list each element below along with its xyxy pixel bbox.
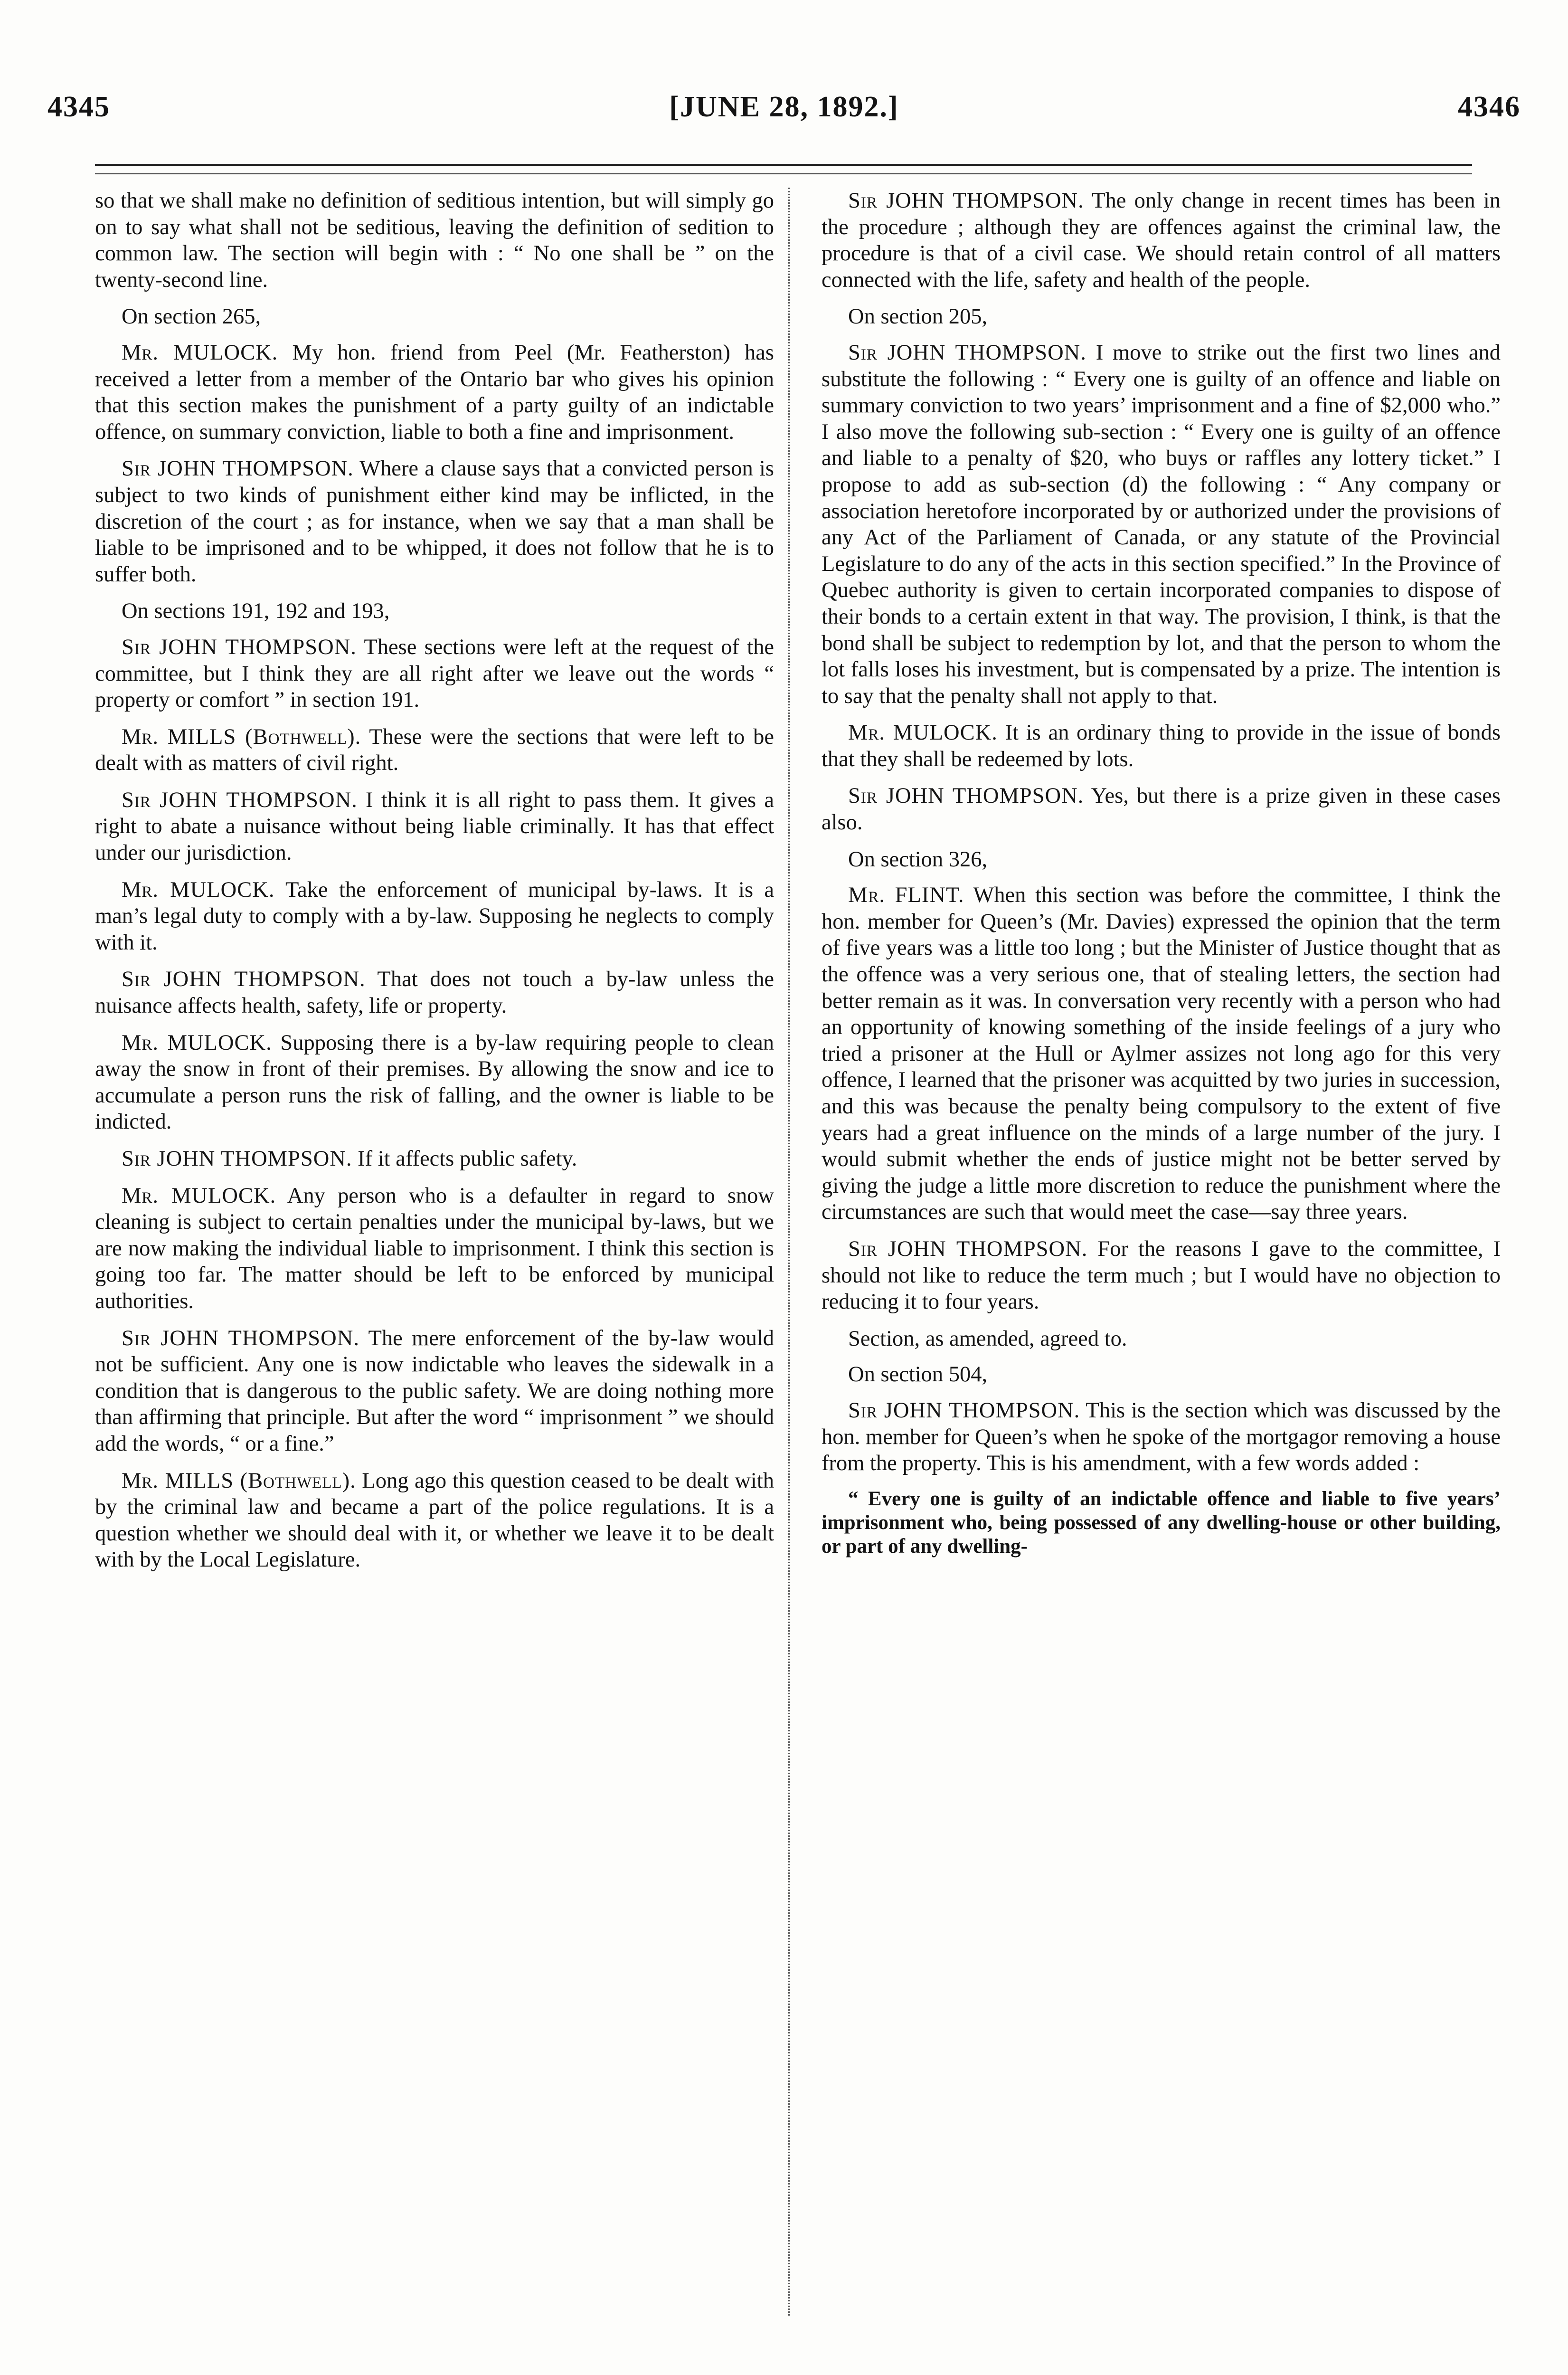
- speech-paragraph: [95, 1325, 774, 1457]
- body-paragraph: so that we shall make no definition of seditious intention, but will simply go on to say what shall not be seditious, leaving the definition of sedition to common law. The section will begin with : “ No one shall be ” on the twenty-second line.: [95, 189, 774, 292]
- speech-text: Take the enforcement of municipal by-laws. It is a man’s legal duty to comply with a by-law. Supposing he neglects to comply with it.: [95, 877, 775, 955]
- speech-paragraph: [95, 1183, 774, 1315]
- header-rule: [95, 164, 1472, 166]
- speech-paragraph: [95, 340, 774, 445]
- speech-text: Supposing there is a by-law requiring people to clean away the snow in front of their premises. By allowing the snow and ice to accumulate a person runs the risk of falling, and the owner is liable to be indicted.: [95, 1030, 774, 1134]
- speech-text: That does not touch a by-law unless the nuisance affects health, safety, life or property.: [95, 967, 774, 1018]
- speaker-name: Mr. MULOCK.: [122, 877, 275, 902]
- speech-paragraph: [95, 877, 774, 956]
- speech-text: Yes, but there is a prize given in these cases also.: [822, 784, 1501, 835]
- speech-paragraph: [822, 1397, 1501, 1477]
- speaker-name: Sir JOHN THOMPSON.: [122, 1326, 359, 1350]
- page-number-left: 4345: [47, 91, 110, 123]
- speech-paragraph: [822, 783, 1501, 836]
- speech-text: When this section was before the committee, I think the hon. member for Queen’s (Mr. Davies) expressed the opinion that the term of five years was a little too long ; but the Minister of Justice thought that as the offence was a very serious one, that of stealing letters, the section had better remain as it was. In conversation very recently with a person who had an opportunity of knowing something of the inside feelings of a jury who tried a prisoner at the Hull or Aylmer assizes not long ago for this very offence, I learned that the prisoner was acquitted by two juries in succession, and this was because the penalty being compulsory to the extent of five years had a great influence on the minds of a large number of the jury. I would submit whether the ends of justice might not be better served by giving the judge a little more discretion to reduce the punishment where the circumstances are such that would meet the case—say three years.: [822, 883, 1501, 1225]
- speech-paragraph: [95, 966, 774, 1019]
- speaker-name: Sir JOHN THOMPSON.: [122, 967, 366, 992]
- speech-text: Any person who is a defaulter in regard to snow cleaning is subject to certain penalties under the municipal by-laws, but we are now making the individual liable to imprisonment. I think this section is going too far. The matter should be left to be enforced by municipal authorities.: [95, 1183, 775, 1313]
- speech-text: This is the section which was discussed by the hon. member for Queen’s when he spoke of the mortgagor removing a house from the property. This is his amendment, with a few words added :: [822, 1398, 1501, 1476]
- speech-text: For the reasons I gave to the committee, I should not like to reduce the term much ; but I would have no objection to reducing it to four years.: [822, 1236, 1501, 1314]
- section-heading: On section 265,: [122, 304, 261, 329]
- speech-text: These were the sections that were left to be dealt with as matters of civil right.: [95, 724, 774, 776]
- speaker-name: Mr. MILLS (Bothwell).: [122, 1468, 356, 1493]
- speech-paragraph: [95, 456, 774, 588]
- speaker-name: Sir JOHN THOMPSON.: [848, 189, 1084, 213]
- speaker-name: Mr. MULOCK.: [848, 721, 998, 745]
- speech-text: These sections were left at the request of the committee, but I think they are all right after we leave out the words “ property or comfort ” in section 191.: [95, 635, 774, 712]
- speaker-name: Sir JOHN THOMPSON.: [122, 635, 357, 659]
- speech-text: Where a clause says that a convicted person is subject to two kinds of punishment either kind may be inflicted, in the discretion of the court ; as for instance, when we say that a man shall be liable to be imprisoned and to be whipped, it does not follow that he is to suffer both.: [95, 456, 774, 587]
- header-rule-thin: [95, 173, 1472, 174]
- column-divider: [788, 188, 790, 2316]
- speaker-name: Mr. MILLS (Bothwell).: [122, 724, 361, 749]
- speaker-name: Sir JOHN THOMPSON.: [848, 1398, 1080, 1423]
- section-heading: On section 205,: [848, 304, 988, 329]
- speaker-name: Mr. FLINT.: [848, 883, 964, 908]
- speaker-name: Sir JOHN THOMPSON.: [122, 788, 358, 812]
- speech-text: I think it is all right to pass them. It gives a right to abate a nuisance without being liable criminally. It has that effect under our jurisdiction.: [95, 788, 775, 865]
- quoted-clause: “ Every one is guilty of an indictable offence and liable to five years’ imprisonment who, being possessed of any dwelling-house or other building, or part of any dwelling-: [822, 1487, 1501, 1558]
- speaker-name: Sir JOHN THOMPSON.: [848, 340, 1086, 365]
- speech-text: It is an ordinary thing to provide in the issue of bonds that they shall be redeemed by lots.: [822, 721, 1501, 771]
- speaker-name: Sir JOHN THOMPSON.: [848, 784, 1084, 808]
- page-number-right: 4346: [1458, 91, 1521, 123]
- section-heading: On section 326,: [848, 847, 988, 872]
- left-column: [95, 188, 774, 1584]
- speech-paragraph: [95, 1468, 774, 1573]
- speaker-name: Mr. MULOCK.: [122, 1030, 272, 1055]
- speech-paragraph: [95, 724, 774, 777]
- speech-paragraph: [95, 634, 774, 713]
- speech-paragraph: [822, 720, 1501, 772]
- speaker-name: Mr. MULOCK.: [122, 1183, 276, 1208]
- speaker-name: Sir JOHN THOMPSON.: [122, 456, 354, 481]
- speech-paragraph: [95, 1146, 774, 1172]
- speech-text: My hon. friend from Peel (Mr. Featherston) has received a letter from a member of the Ontario bar who gives his opinion that this section makes the punishment of a party guilty of an indictable offence, on summary conviction, liable to both a fine and imprisonment.: [95, 340, 774, 444]
- speech-text: The only change in recent times has been in the procedure ; although they are offences against the criminal law, the procedure is that of a civil case. We should retain control of all matters connected with the life, safety and health of the people.: [822, 189, 1501, 292]
- speech-paragraph: [822, 1236, 1501, 1315]
- right-column: [822, 188, 1501, 1569]
- speech-paragraph: [95, 787, 774, 866]
- speech-text: Long ago this question ceased to be dealt with by the criminal law and became a part of the police regulations. It is a question whether we should deal with it, or whether we leave it to be dealt with by the Local Legislature.: [95, 1468, 775, 1572]
- page-date: [JUNE 28, 1892.]: [669, 91, 899, 123]
- speech-paragraph: [822, 882, 1501, 1226]
- speech-text: I move to strike out the first two lines and substitute the following : “ Every one is guilty of an offence and liable on summary conviction to two years’ imprisonment and a fine of $2,000 who.” I also move the following sub-section : “ Every one is guilty of an offence and liable to a penalty of $20, who buys or raffles any lottery ticket.” I propose to add as sub-section (d) the following : “ Any company or association heretofore incorporated by or authorized under the provisions of any Act of the Parliament of Canada, or any statute of the Provincial Legislature to do any of the acts in this section specified.” In the Province of Quebec authority is given to certain incorporated companies to dispose of their bonds to a certain extent in that way. The provision, I think, is that the bond shall be subject to redemption by lot, and that the person to whom the lot falls loses his investment, but is compensated by a prize. The intention is to say that the penalty shall not apply to that.: [822, 340, 1501, 708]
- speaker-name: Mr. MULOCK.: [122, 340, 278, 365]
- section-heading: On section 504,: [848, 1362, 988, 1387]
- speech-paragraph: [822, 340, 1501, 709]
- speech-paragraph: [95, 1030, 774, 1135]
- speaker-name: Sir JOHN THOMPSON.: [122, 1147, 352, 1171]
- speech-text: If it affects public safety.: [358, 1147, 577, 1171]
- section-heading: On sections 191, 192 and 193,: [122, 599, 390, 624]
- speech-paragraph: [822, 188, 1501, 293]
- speaker-name: Sir JOHN THOMPSON.: [848, 1236, 1088, 1261]
- section-heading: Section, as amended, agreed to.: [848, 1326, 1127, 1351]
- page-header: [47, 90, 1521, 142]
- speech-text: The mere enforcement of the by-law would not be sufficient. Any one is now indictable who leaves the sidewalk in a condition that is dangerous to the public safety. We are doing nothing more than affirming that principle. But after the word “ imprisonment ” we should add the words, “ or a fine.”: [95, 1326, 774, 1456]
